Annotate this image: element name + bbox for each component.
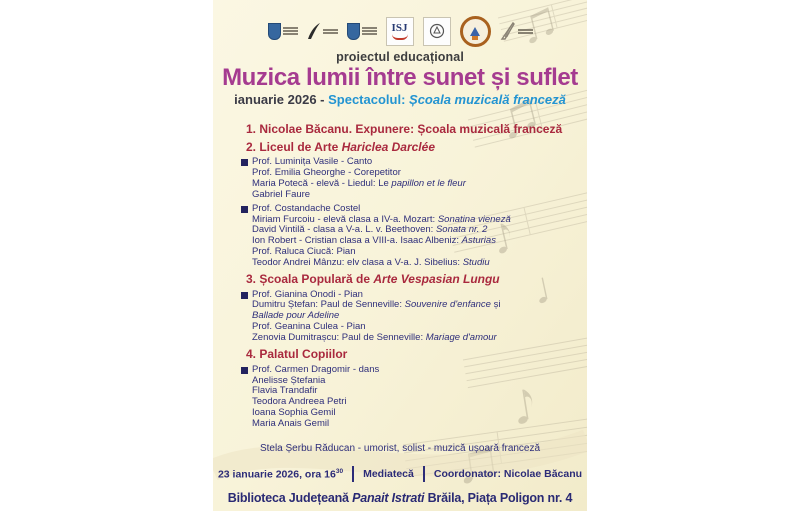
show-label: Spectacolul: bbox=[328, 92, 410, 107]
section-heading-1 bbox=[246, 122, 587, 137]
partner-logos-row bbox=[213, 0, 587, 47]
event-date: 23 ianuarie 2026, ora $16^{30}$ bbox=[217, 467, 344, 481]
section-heading-text: 4. Palatul Copiilor bbox=[246, 347, 348, 362]
participant-group bbox=[241, 204, 583, 269]
program-line-text: Teodora Andreea Petri bbox=[252, 396, 347, 408]
program-line bbox=[252, 190, 583, 201]
primaria-braila-logo bbox=[347, 23, 377, 40]
program-list bbox=[213, 122, 587, 430]
program-line-text: Prof. Costandache Costel bbox=[252, 202, 361, 214]
program-line-text: Mariage d'amour bbox=[425, 332, 497, 344]
program-line-text: Maria Potecă - elevă - Liedul: Le bbox=[252, 177, 392, 189]
event-venue: Mediatecă bbox=[363, 468, 414, 481]
program-line-text: Zenovia Dumitrașcu: Paul de Senneville: bbox=[252, 332, 426, 344]
program-line-text: și bbox=[490, 299, 501, 311]
venue-address-text: Brăila, Piața Poligon nr. 4 bbox=[424, 491, 573, 506]
square-bullet-icon bbox=[241, 159, 248, 166]
divider bbox=[352, 466, 354, 482]
event-coordinator: Coordonator: Nicolae Băcanu bbox=[433, 468, 583, 481]
program-line-text: Asturias bbox=[461, 235, 496, 247]
section-heading-text: 3. Școala Populară de bbox=[246, 272, 374, 287]
program-line-text: Prof. Luminița Vasile - Canto bbox=[252, 156, 373, 167]
program-line-text: Anelisse Ștefania bbox=[252, 374, 326, 386]
program-line-text: Ioana Sophia Gemil bbox=[252, 407, 336, 419]
program-line bbox=[252, 419, 583, 430]
participant-group bbox=[241, 365, 583, 430]
date-show-line bbox=[213, 92, 587, 107]
soloist-line: Stela Șerbu Răducan - umorist, solist - muzică ușoară franceză bbox=[259, 443, 541, 455]
event-info-line bbox=[213, 466, 587, 482]
square-bullet-icon bbox=[241, 292, 248, 299]
program-line-text: Prof. Carmen Dragomir - dans bbox=[252, 363, 380, 375]
program-line-text: Prof. Gianina Onodi - Pian bbox=[252, 288, 363, 300]
program-line-text: Ballade pour Adeline bbox=[252, 310, 340, 322]
biblioteca-panait-istrati-logo bbox=[307, 22, 338, 40]
consiliul-judetean-braila-logo bbox=[268, 23, 298, 40]
date-text: ianuarie 2026 - bbox=[234, 92, 329, 107]
poster-title: Muzica lumii între sunet și suflet bbox=[222, 64, 578, 91]
program-line-text: Souvenire d'enfance bbox=[404, 299, 491, 311]
section-heading-4 bbox=[246, 347, 587, 362]
program-line-text: Prof. Emilia Gheorghe - Corepetitor bbox=[252, 166, 401, 178]
program-line-text: Flavia Trandafir bbox=[252, 385, 318, 397]
event-time-sup: 30 bbox=[335, 467, 344, 475]
program-line-text: Prof. Geanina Culea - Pian bbox=[252, 321, 366, 333]
venue-address-text: Panait Istrati bbox=[352, 491, 425, 506]
program-line-text: Sonata nr. 2 bbox=[435, 224, 488, 236]
program-line-text: Studiu bbox=[462, 257, 490, 269]
program-line-text: Prof. Raluca Ciucă: Pian bbox=[252, 246, 356, 258]
divider bbox=[423, 466, 425, 482]
section-heading-2 bbox=[246, 140, 587, 155]
program-line-text: Teodor Andrei Mânzu: elv clasa a V-a. J. Sibelius: bbox=[252, 257, 463, 269]
round-seal-logo bbox=[460, 16, 491, 47]
poster bbox=[213, 0, 587, 511]
section-heading-text: Hariclea Darclée bbox=[341, 139, 435, 154]
participant-group bbox=[241, 157, 583, 201]
square-bullet-icon bbox=[241, 367, 248, 374]
venue-address bbox=[213, 491, 587, 505]
program-line-text: Gabriel Faure bbox=[252, 188, 311, 200]
program-line-text: papillon et le fleur bbox=[391, 177, 466, 189]
participant-group bbox=[241, 290, 583, 345]
section-heading-text: Arte Vespasian Lungu bbox=[373, 272, 500, 287]
program-line bbox=[252, 258, 583, 269]
program-line-text: Sonatina vieneză bbox=[437, 213, 511, 225]
program-line bbox=[252, 333, 583, 344]
program-line-text: Dumitru Ștefan: Paul de Senneville: bbox=[252, 299, 405, 311]
project-kicker: proiectul educațional bbox=[336, 50, 464, 64]
harp-logo bbox=[500, 21, 533, 41]
program-line-text: Miriam Furcoiu - elevă clasa a IV-a. Mozart: bbox=[252, 213, 438, 225]
venue-address-text: Biblioteca Județeană bbox=[227, 491, 353, 506]
program-line-text: David Vintilă - clasa a V-a. L. v. Beethoven: bbox=[252, 224, 436, 236]
section-heading-3 bbox=[246, 272, 587, 287]
section-heading-text: 2. Liceul de Arte bbox=[246, 139, 342, 154]
section-heading-text: 1. Nicolae Băcanu. Expunere: Școala muzicală franceză bbox=[246, 122, 563, 136]
program-line-text: Ion Robert - Cristian clasa a VIII-a. Isaac Albeniz: bbox=[252, 235, 462, 247]
square-bullet-icon bbox=[241, 206, 248, 213]
program-line-text: Maria Anais Gemil bbox=[252, 418, 330, 430]
show-title: Școala muzicală franceză bbox=[409, 92, 566, 107]
school-emblem-logo bbox=[423, 17, 451, 46]
isj-logo: ISJ bbox=[386, 17, 414, 46]
